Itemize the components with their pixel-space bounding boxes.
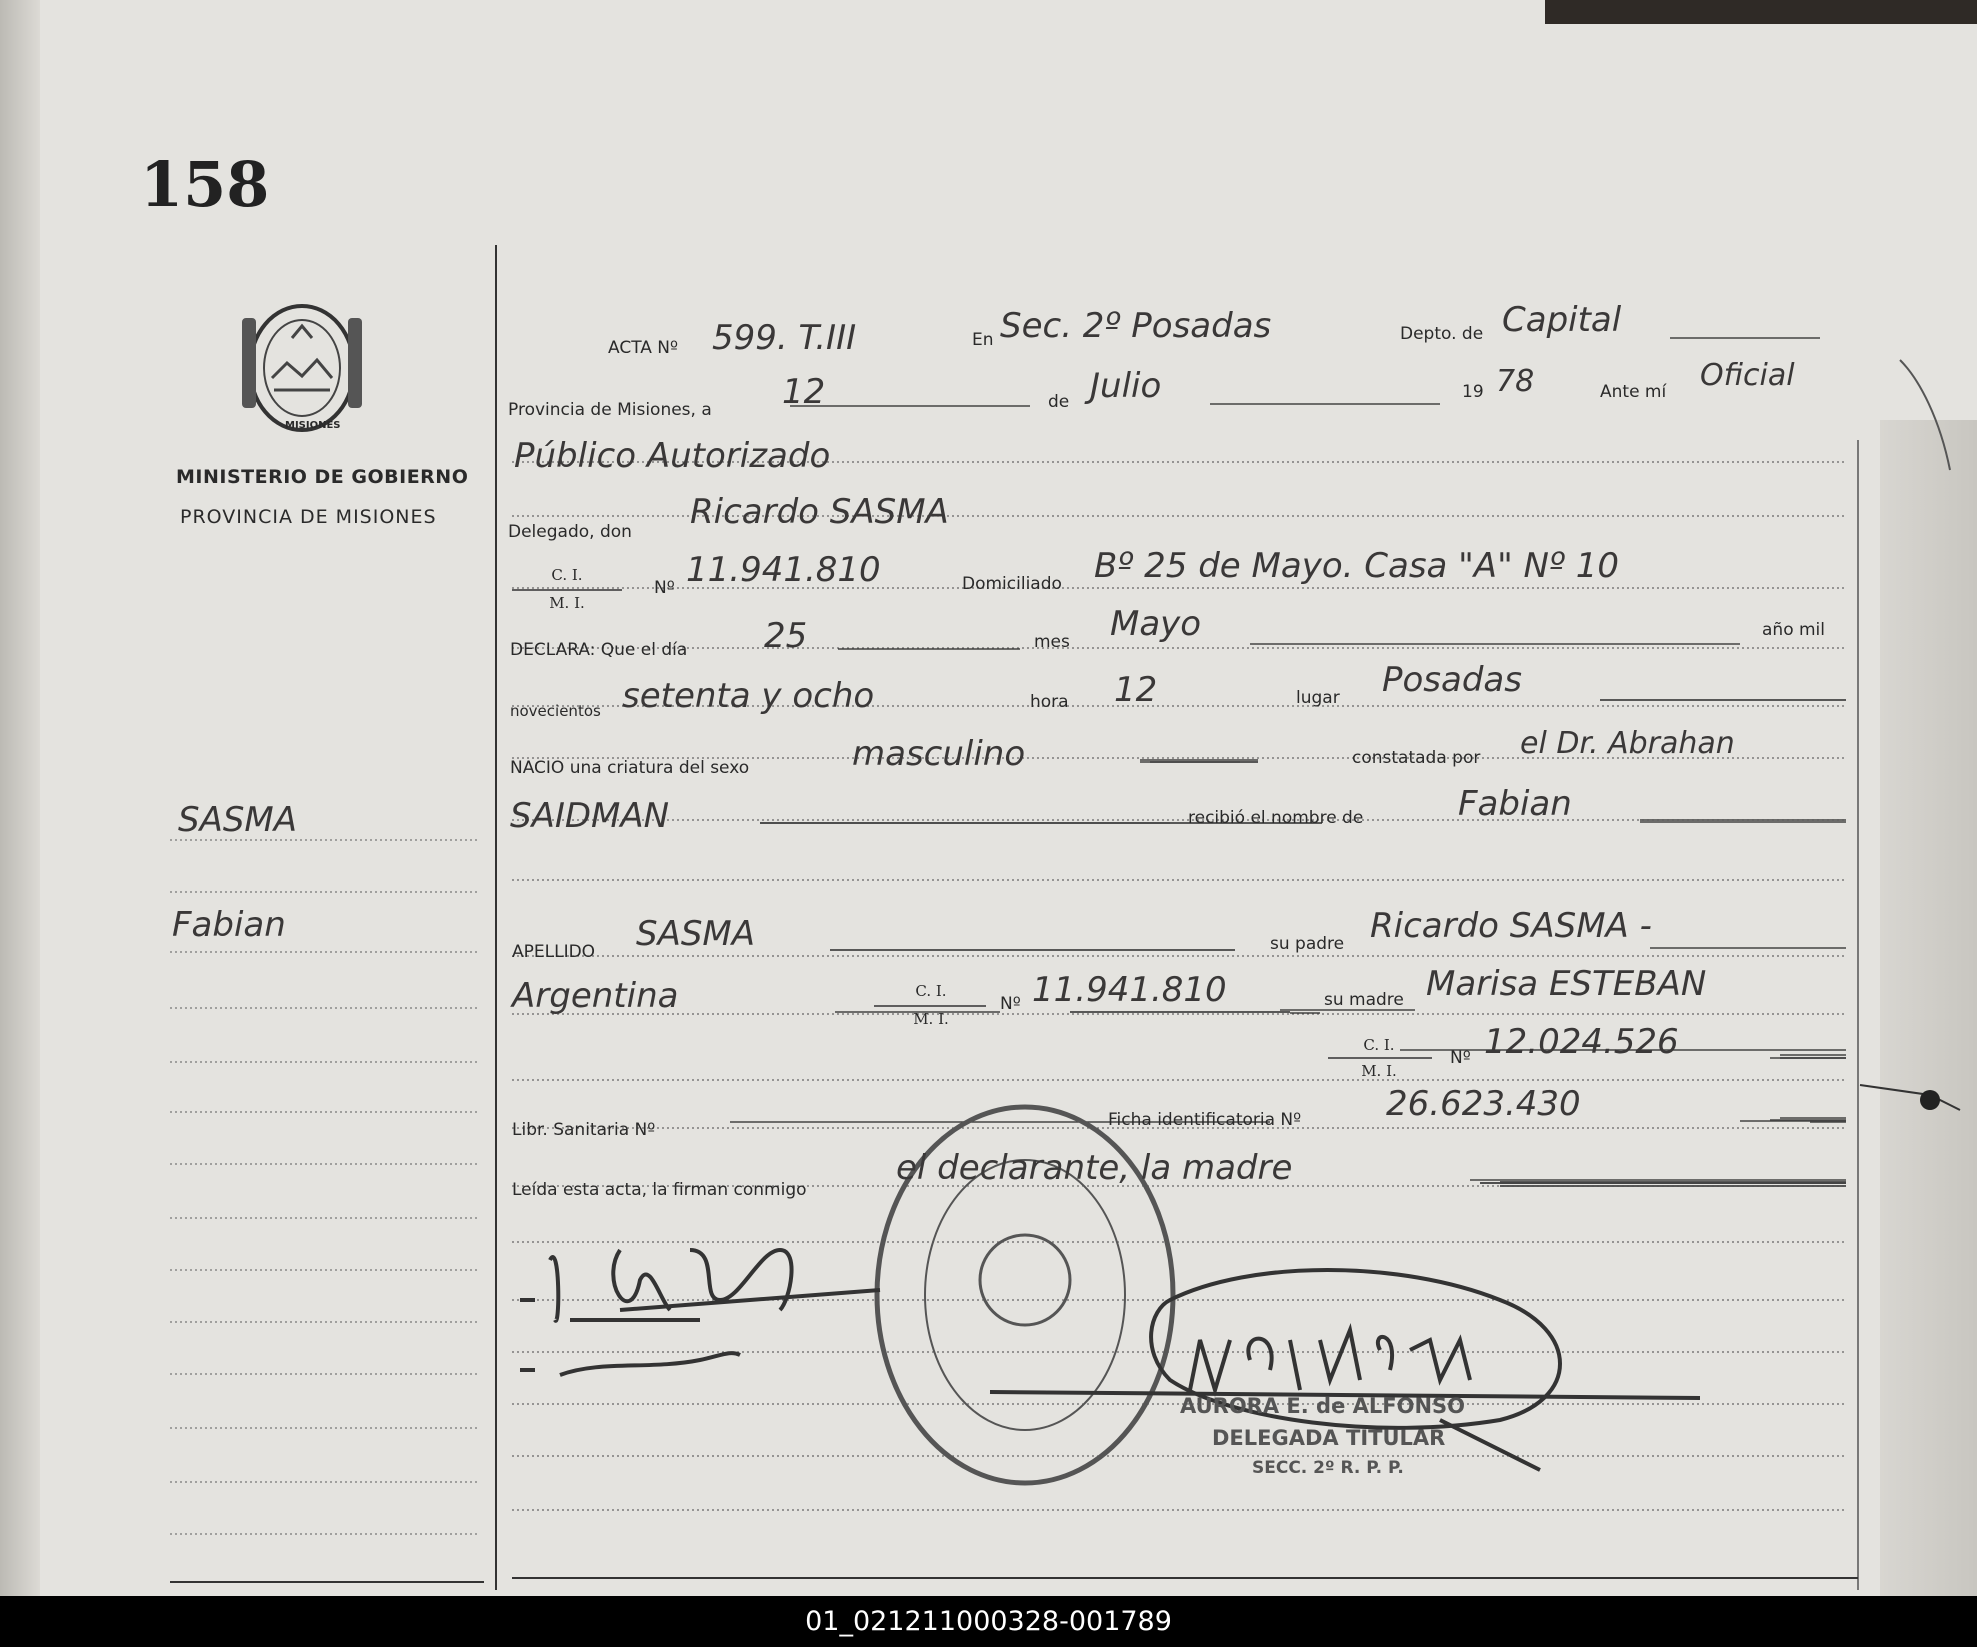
delegado-label: Delegado, don	[508, 522, 632, 542]
constatada-value-2: SAIDMAN	[510, 796, 670, 836]
firman-value: el declarante, la madre	[896, 1148, 1293, 1188]
stamp-name-line-1: AURORA E. de ALFONSO	[1180, 1394, 1466, 1418]
mi-label-1: M. I.	[549, 594, 585, 612]
hora-label: hora	[1030, 692, 1069, 712]
birth-year: setenta y ocho	[622, 676, 875, 716]
scan-id-footer: 01_021211000328-001789	[0, 1596, 1977, 1647]
lugar-label: lugar	[1296, 688, 1340, 708]
mi-label-3: M. I.	[1361, 1062, 1397, 1080]
apellido-label: APELLIDO	[512, 942, 596, 962]
en-label: En	[972, 330, 994, 350]
nombre-value: Fabian	[1458, 784, 1572, 824]
delegado-ci: 11.941.810	[686, 550, 881, 590]
madre-ci: 12.024.526	[1484, 1022, 1679, 1062]
day-value: 12	[782, 372, 826, 412]
stamp-name-line-3: SECC. 2º R. P. P.	[1252, 1458, 1404, 1478]
leida-label: Leída esta acta, la firman conmigo	[512, 1180, 807, 1200]
year-prefix-label: 19	[1462, 382, 1484, 402]
ante-mi-value-2: Público Autorizado	[514, 436, 831, 476]
recibio-label: recibió el nombre de	[1188, 808, 1364, 828]
constatada-label: constatada por	[1352, 748, 1481, 768]
birth-day: 25	[764, 616, 808, 656]
mes-label: mes	[1034, 632, 1070, 652]
ci-label-3: C. I.	[1363, 1036, 1395, 1054]
depto-value: Capital	[1502, 300, 1622, 340]
lugar-value: Posadas	[1382, 660, 1522, 700]
acta-label: ACTA Nº	[608, 338, 679, 358]
year-value: 78	[1496, 364, 1535, 399]
margin-given-name: Fabian	[172, 905, 286, 945]
ante-mi-value-1: Oficial	[1700, 358, 1795, 393]
birth-month: Mayo	[1110, 604, 1202, 644]
ci-label-1: C. I.	[551, 566, 583, 584]
de-label: de	[1048, 392, 1070, 412]
stamp-name-line-2: DELEGADA TITULAR	[1212, 1426, 1446, 1450]
libreta-label: Libr. Sanitaria Nº	[512, 1120, 656, 1140]
ministry-heading: MINISTERIO DE GOBIERNO	[176, 466, 469, 488]
anio-mil-label: año mil	[1762, 620, 1826, 640]
domicilio-value: Bº 25 de Mayo. Casa "A" Nº 10	[1094, 546, 1620, 586]
declara-label: DECLARA: Que el día	[510, 640, 688, 660]
no-label-1: Nº	[654, 578, 675, 598]
sexo-value: masculino	[852, 734, 1026, 774]
nacio-label: NACIO una criatura del sexo	[510, 758, 750, 778]
depto-label: Depto. de	[1400, 324, 1484, 344]
domiciliado-label: Domiciliado	[962, 574, 1062, 594]
no-label-2: Nº	[1000, 994, 1021, 1014]
madre-value: Marisa ESTEBAN	[1426, 964, 1707, 1004]
delegado-value: Ricardo SASMA	[690, 492, 949, 532]
provincia-label: Provincia de Misiones, a	[508, 400, 712, 420]
month-value: Julio	[1090, 366, 1162, 406]
province-heading: PROVINCIA DE MISIONES	[180, 506, 437, 528]
apellido-value: SASMA	[636, 914, 756, 954]
ante-mi-label: Ante mí	[1600, 382, 1667, 402]
mi-label-2: M. I.	[913, 1010, 949, 1028]
ficha-label: Ficha identificatoria Nº	[1108, 1110, 1302, 1130]
padre-value: Ricardo SASMA -	[1370, 906, 1652, 946]
acta-number: 599. T.III	[712, 318, 857, 358]
su-padre-label: su padre	[1270, 934, 1345, 954]
en-value: Sec. 2º Posadas	[1000, 306, 1272, 346]
novecientos-label: novecientos	[510, 702, 601, 720]
su-madre-label: su madre	[1324, 990, 1404, 1010]
padre-ci: 11.941.810	[1032, 970, 1227, 1010]
seal-caption: MISIONES	[285, 420, 341, 431]
ficha-value: 26.623.430	[1386, 1084, 1581, 1124]
margin-surname: SASMA	[178, 800, 298, 840]
ci-label-2: C. I.	[915, 982, 947, 1000]
padre-nacionalidad: Argentina	[512, 976, 679, 1016]
signature-left-icon	[520, 1250, 880, 1375]
page-number: 158	[140, 148, 270, 221]
hora-value: 12	[1114, 670, 1158, 710]
coat-of-arms-icon	[242, 306, 362, 430]
no-label-3: Nº	[1450, 1048, 1471, 1068]
constatada-value-1: el Dr. Abrahan	[1520, 726, 1735, 761]
